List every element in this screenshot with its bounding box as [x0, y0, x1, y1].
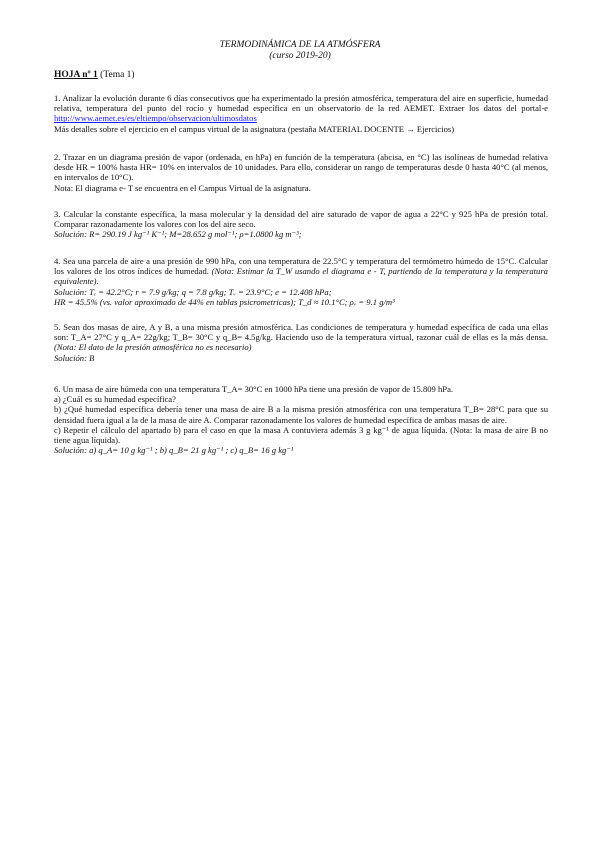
exercise-6-text: 6. Un masa de aire húmeda con una temperatura T_A= 30°C en 1000 hPa tiene una presión de vapor de 15.809 hPa.: [54, 384, 454, 394]
sheet-number: HOJA nº 1: [54, 70, 98, 80]
exercise-6-part-c: c) Repetir el cálculo del apartado b) para el caso en que la masa A contuviera además 3 g kg⁻¹ de agua líquida. (Nota: la masa de aire B no tiene agua líquida).: [54, 424, 548, 446]
exercise-6-part-a: a) ¿Cuál es su humedad específica?: [54, 394, 176, 405]
document-title: TERMODINÁMICA DE LA ATMÓSFERA: [219, 40, 381, 50]
exercise-4-solution-2: HR = 45.5% (vs. valor aproximado de 44% en tablas psicrometricas); T_d ≈ 10.1°C; ρᵥ = 9.1 g/m³: [54, 296, 395, 307]
document-header: [0, 40, 600, 62]
exercise-5-solution: Solución: B: [54, 352, 95, 363]
sheet-label: [54, 70, 135, 80]
course-year: (curso 2019-20): [269, 51, 331, 61]
exercise-6: [54, 384, 548, 455]
exercise-5: [54, 322, 548, 363]
exercise-2-text: 2. Trazar en un diagrama presión de vapor (ordenada, en hPa) en función de la temperatura (abcisa, en °C) las isolíneas de humedad relativa desde HR = 100% hasta HR= 10% en intervalos de 10 unidades. Para ello, considerar un rango de temperaturas desde 0 hasta 40°C (al menos, en intervalos de 10°C).: [54, 152, 548, 183]
exercise-1-text: 1. Analizar la evolución durante 6 días consecutivos que ha experimentado la presión atmosférica, temperatura del aire en superficie, humedad relativa, temperatura del punto del rocío y humedad específica en un observatorio de la red AEMET. Extraer los datos del portal-e: [54, 93, 548, 114]
exercise-3-text: 3. Calcular la constante específica, la masa molecular y la densidad del aire saturado de vapor de agua a 22°C y 925 hPa de presión total. Comparar razonadamente los valores con los del aire seco.: [54, 209, 548, 230]
exercise-6-part-b: b) ¿Qué humedad específica debería tener una masa de aire B a la misma presión atmosférica con una temperatura T_B= 28°C para que su densidad fuera igual a la de la masa de aire A. Comparar razonadamente los valores de humedad específica de ambas masas de aire.: [54, 404, 548, 425]
exercise-2: [54, 152, 548, 193]
exercise-1: [54, 93, 548, 134]
exercise-3-solution: Solución: R= 290.19 J kg⁻¹ K⁻¹; M=28.652 g mol⁻¹; ρ=1.0800 kg m⁻³;: [54, 229, 302, 240]
exercise-4-solution-1: Solución: Tₑ = 42.2°C; r = 7.9 g/kg; q = 7.8 g/kg; Tᵥ = 23.9°C; e = 12.408 hPa;: [54, 286, 332, 297]
exercise-4-note: (Nota: Estimar la T_W usando el diagrama e - T, partiendo de la temperatura y la temperatura equivalente).: [54, 266, 548, 287]
aemet-link[interactable]: http://www.aemet.es/es/eltiempo/observacion/ultimosdatos: [54, 113, 257, 124]
exercise-5-text: 5. Sean dos masas de aire, A y B, a una misma presión atmosférica. Las condiciones de temperatura y humedad específica de cada una ellas son: T_A= 27°C y q_A= 22g/kg; T_B= 30°C y q_B= 4.5g/kg. Haciendo uso de la temperatura virtual, razonar cuál de ellas es la más densa.: [54, 322, 548, 343]
exercise-4: [54, 256, 548, 307]
exercise-5-note: (Nota: El dato de la presión atmosférica no es necesario): [54, 342, 252, 353]
exercise-4-text: 4. Sea una parcela de aire a una presión de 990 hPa, con una temperatura de 22.5°C y temperatura del termómetro húmedo de 15°C. Calcular los valores de los otros índices de humedad.: [54, 256, 548, 277]
exercise-3: [54, 209, 548, 240]
sheet-topic: (Tema 1): [100, 70, 135, 80]
exercise-6-solution: Solución: a) q_A= 10 g kg⁻¹ ; b) q_B= 21 g kg⁻¹ ; c) q_B= 16 g kg⁻¹: [54, 445, 294, 456]
exercise-2-note: Nota: El diagrama e- T se encuentra en el Campus Virtual de la asignatura.: [54, 182, 311, 193]
exercise-1-details: Más detalles sobre el ejercicio en el campus virtual de la asignatura (pestaña MATERIAL DOCENTE → Ejercicios): [54, 123, 455, 134]
